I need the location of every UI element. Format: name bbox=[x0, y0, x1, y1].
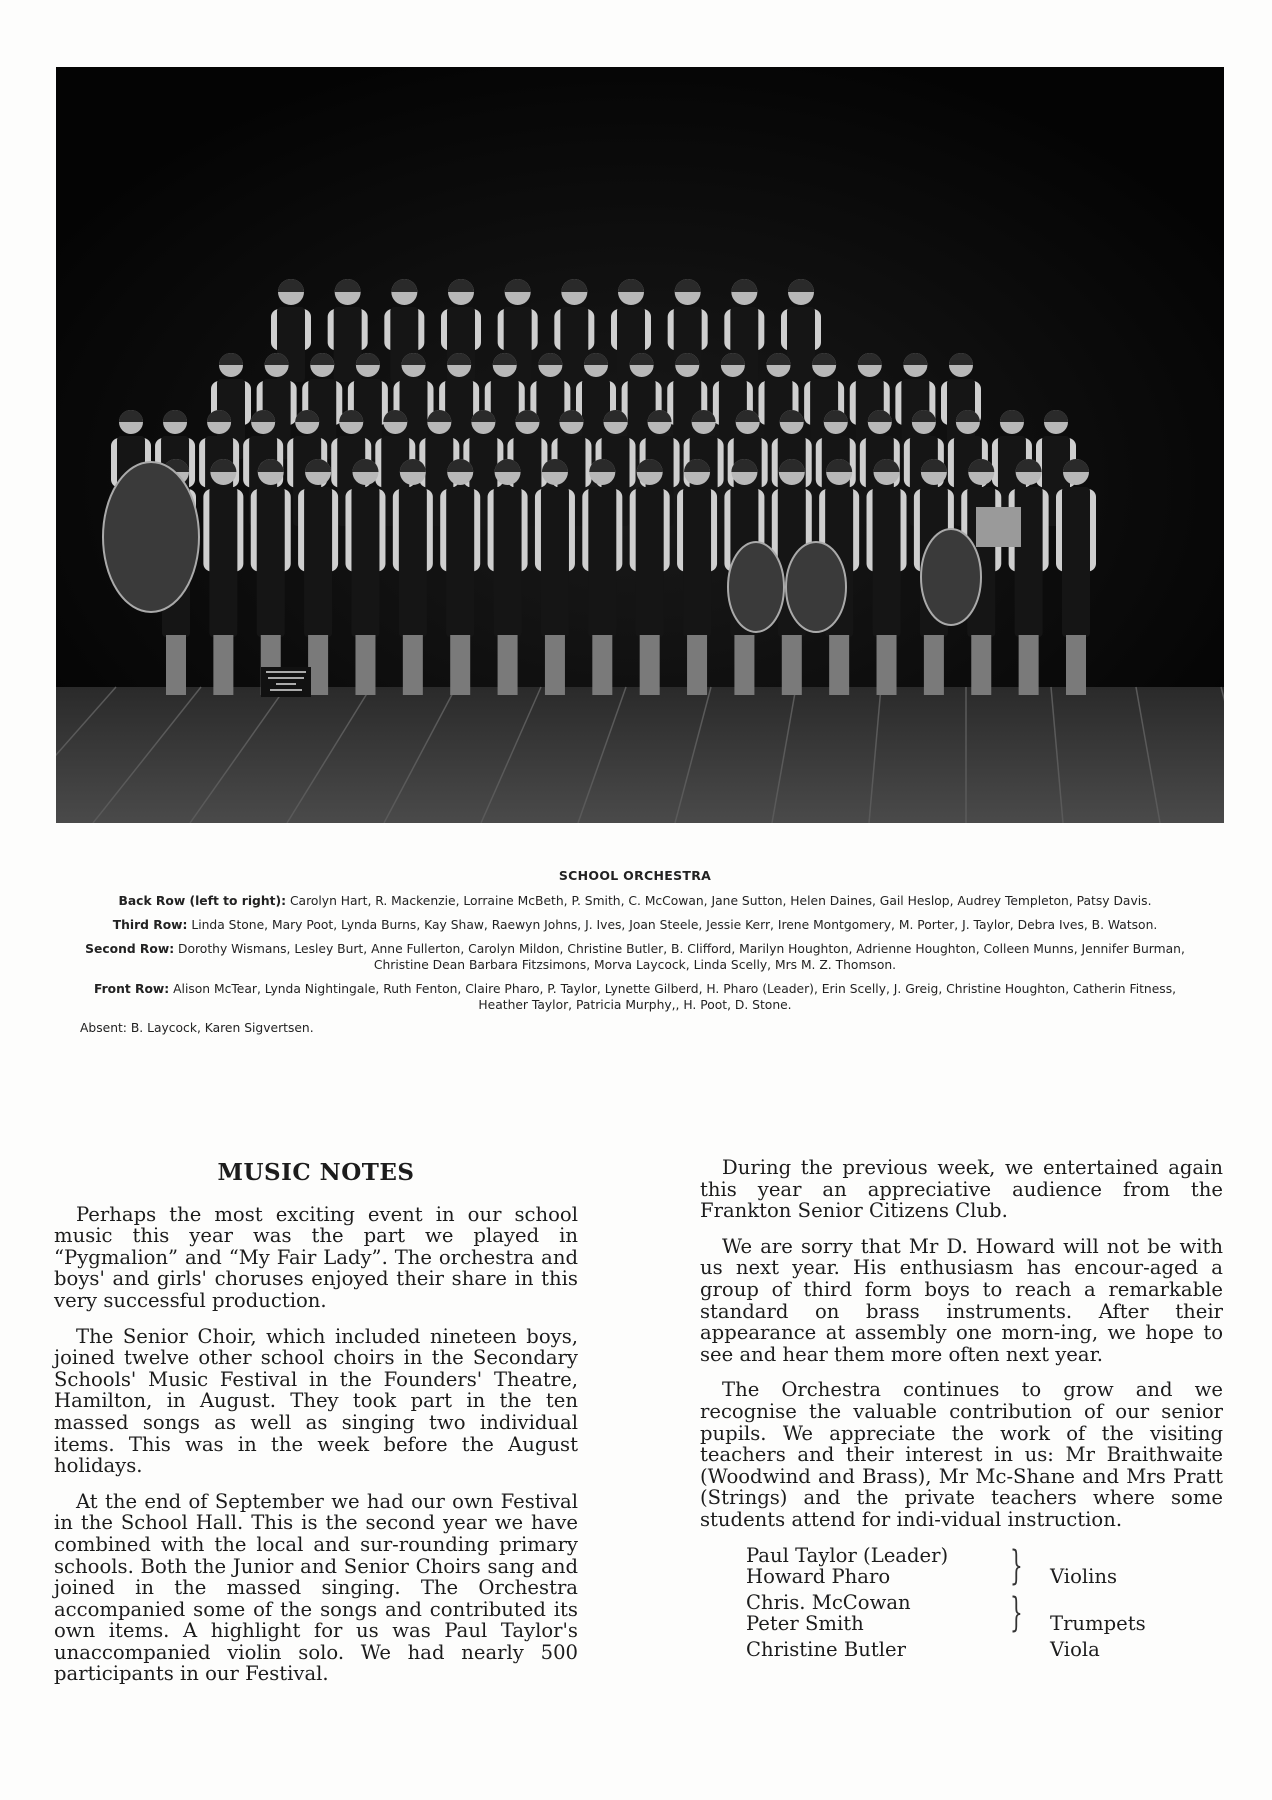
instrument-body bbox=[786, 542, 846, 632]
row-names: Linda Stone, Mary Poot, Lynda Burns, Kay Shaw, Raewyn Johns, J. Ives, Joan Steele, Jessie Kerr, Irene Montgomery, M. Porter, J. Taylor, Debra Ives, B. Watson. bbox=[191, 918, 1158, 932]
roster-instrument: Trumpets bbox=[1050, 1612, 1146, 1636]
caption-row-second bbox=[80, 941, 1190, 973]
stage-floor bbox=[56, 687, 1224, 823]
brace-icon: } bbox=[1010, 1543, 1023, 1590]
roster-group-viola bbox=[746, 1639, 1223, 1661]
caption-row-front bbox=[80, 981, 1190, 1013]
row-label: Front Row: bbox=[93, 982, 170, 996]
article-left-column bbox=[54, 1159, 578, 1699]
placard bbox=[261, 667, 311, 697]
roster-group-violins bbox=[746, 1545, 1223, 1588]
paragraph: During the previous week, we entertained again this year an appreciative audience from the Frankton Senior Citizens Club. bbox=[700, 1156, 1223, 1223]
caption-row-back bbox=[80, 893, 1190, 909]
instrument-body bbox=[103, 462, 199, 612]
paragraph: Perhaps the most exciting event in our school music this year was the part we played in “Pygmalion” and “My Fair Lady”. The orchestra and boys' and girls' choruses enjoyed their share in this very successful production. bbox=[54, 1202, 578, 1312]
row-names: Carolyn Hart, R. Mackenzie, Lorraine McBeth, P. Smith, C. McCowan, Jane Sutton, Helen Daines, Gail Heslop, Audrey Templeton, Patsy Davis. bbox=[289, 894, 1152, 908]
roster-names bbox=[746, 1592, 1010, 1635]
article-right-column bbox=[700, 1157, 1223, 1664]
instrument-body bbox=[728, 542, 784, 632]
paragraph: We are sorry that Mr D. Howard will not be with us next year. His enthusiasm has encour-aged a group of third form boys to reach a remarkable standard on brass instruments. After their appearance at assembly one morn-ing, we hope to see and hear them more often next year. bbox=[700, 1234, 1223, 1366]
row-names: Alison McTear, Lynda Nightingale, Ruth Fenton, Claire Pharo, P. Taylor, Lynette Gilberd, H. Pharo (Leader), Erin Scelly, J. Greig, Christine Houghton, Catherin Fitness, Heather Taylor, Patricia Murphy,, H. Poot, D. Stone. bbox=[173, 982, 1177, 1012]
roster-group-trumpets bbox=[746, 1592, 1223, 1635]
instrument-body bbox=[921, 529, 981, 625]
paragraph: At the end of September we had our own Festival in the School Hall. This is the second year we have combined with the local and sur-rounding primary schools. Both the Junior and Senior Choirs sang and joined in the massed singing. The Orchestra accompanied some of the songs and contributed its own items. A highlight for us was Paul Taylor's unaccompanied violin solo. We had nearly 500 participants in our Festival. bbox=[54, 1489, 578, 1686]
roster-instrument: Viola bbox=[1050, 1637, 1100, 1661]
roster-name: Chris. McCowan bbox=[746, 1590, 911, 1614]
paragraph: The Orchestra continues to grow and we recognise the valuable contribution of our senior pupils. We appreciate the work of the visiting teachers and their interest in us: Mr Braithwaite (Woodwind and Brass), Mr Mc-Shane and Mrs Pratt (Strings) and the private teachers where some students attend for indi-vidual instruction. bbox=[700, 1378, 1223, 1531]
photo-caption bbox=[80, 868, 1190, 1035]
roster-name: Christine Butler bbox=[746, 1637, 907, 1661]
row-names: Dorothy Wismans, Lesley Burt, Anne Fullerton, Carolyn Mildon, Christine Butler, B. Clifford, Marilyn Houghton, Adrienne Houghton, Colleen Munns, Jennifer Burman, Christine Dean Barbara Fitzsimons, Morva Laycock, Linda Scelly, Mrs M. Z. Thomson. bbox=[178, 942, 1185, 972]
drum bbox=[976, 507, 1021, 547]
article-heading: MUSIC NOTES bbox=[217, 1159, 415, 1186]
paragraph: The Senior Choir, which included nineteen boys, joined twelve other school choirs in the Secondary Schools' Music Festival in the Founders' Theatre, Hamilton, in August. They took part in the ten massed songs as well as singing two individual items. This was in the week before the August holidays. bbox=[54, 1324, 578, 1478]
roster-name: Paul Taylor (Leader) bbox=[746, 1543, 949, 1567]
brace-icon: } bbox=[1010, 1590, 1023, 1637]
caption-title: SCHOOL ORCHESTRA bbox=[558, 868, 712, 883]
caption-row-third bbox=[80, 917, 1190, 933]
roster-names bbox=[746, 1639, 1010, 1661]
orchestra-photo bbox=[56, 67, 1224, 823]
caption-absent: Absent: B. Laycock, Karen Sigvertsen. bbox=[80, 1021, 314, 1035]
orchestra-photo-image bbox=[56, 67, 1224, 823]
row-label: Third Row: bbox=[112, 918, 188, 932]
roster-name: Peter Smith bbox=[746, 1612, 864, 1636]
roster-name: Howard Pharo bbox=[746, 1565, 891, 1589]
row-label: Back Row (left to right): bbox=[118, 894, 287, 908]
roster-names bbox=[746, 1545, 1010, 1588]
roster-instrument: Violins bbox=[1050, 1565, 1118, 1589]
instrument-roster bbox=[746, 1545, 1223, 1661]
row-label: Second Row: bbox=[85, 942, 175, 956]
